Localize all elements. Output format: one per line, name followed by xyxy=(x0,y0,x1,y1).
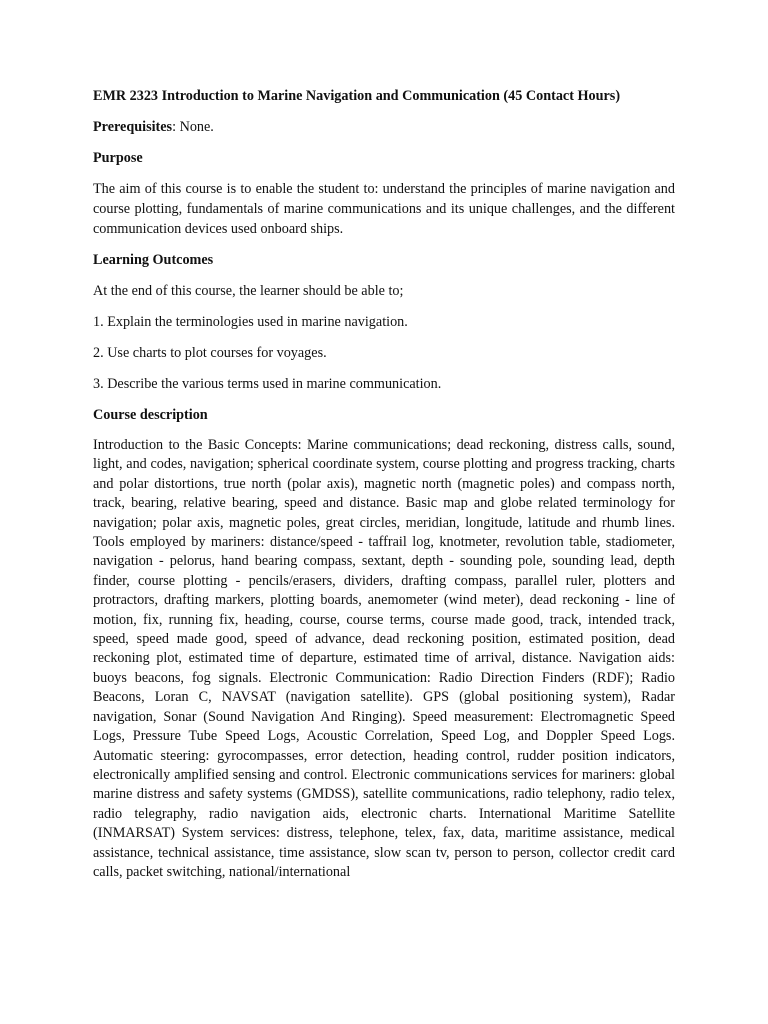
purpose-text: The aim of this course is to enable the student to: understand the principles of marine navigation and course plotting, fundamentals of marine communications and its unique challenges, and the different communication devices used onboard ships. xyxy=(93,181,675,237)
course-title: EMR 2323 Introduction to Marine Navigation and Communication (45 Contact Hours) xyxy=(93,88,621,104)
course-description-text: Introduction to the Basic Concepts: Marine communications; dead reckoning, distress calls, sound, light, and codes, navigation; spherical coordinate system, course plotting and progress tracking, charts and polar distortions, true north (polar axis), magnetic north (magnetic poles) and compass north, track, bearing, relative bearing, speed and distance. Basic map and globe related terminology for navigation; polar axis, magnetic poles, great circles, meridian, longitude, latitude and rhumb lines. Tools employed by mariners: distance/speed - taffrail log, knotmeter, revolution table, stadiometer, navigation - pelorus, hand bearing compass, sextant, depth - sounding pole, sounding lead, depth finder, course plotting - pencils/erasers, dividers, drafting compass, parallel ruler, plotters and protractors, drafting markers, plotting boards, anemometer (wind meter), dead reckoning - line of motion, fix, running fix, heading, course, course terms, course made good, track, intended track, speed, speed made good, speed of advance, dead reckoning position, estimated position, dead reckoning plot, estimated time of departure, estimated time of arrival, distance. Navigation aids: buoys beacons, fog signals. Electronic Communication: Radio Direction Finders (RDF); Radio Beacons, Loran C, NAVSAT (navigation satellite). GPS (global positioning system), Radar navigation, Sonar (Sound Navigation And Ringing). Speed measurement: Electromagnetic Speed Logs, Pressure Tube Speed Logs, Acoustic Correlation, Speed Log, and Doppler Speed Logs. Automatic steering: gyrocompasses, error detection, heading control, rudder position indicators, electronically amplified sensing and control. Electronic communications services for mariners: global marine distress and safety systems (GMDSS), satellite communications, radio telephony, radio telex, radio telegraphy, radio navigation aids, electronic charts. International Maritime Satellite (INMARSAT) System services: distress, telephone, telex, fax, data, maritime assistance, medical assistance, technical assistance, time assistance, slow scan tv, person to person, collector credit card calls, packet switching, national/international xyxy=(93,437,675,880)
prerequisites-label: Prerequisites xyxy=(93,119,173,135)
learning-outcome-item: 2. Use charts to plot courses for voyages. xyxy=(93,345,327,361)
learning-outcomes-heading: Learning Outcomes xyxy=(93,252,214,268)
document-page xyxy=(93,86,675,882)
prerequisites-line xyxy=(93,117,675,137)
purpose-heading: Purpose xyxy=(93,150,143,166)
learning-outcome-item: 1. Explain the terminologies used in marine navigation. xyxy=(93,314,408,330)
learning-outcomes-intro: At the end of this course, the learner should be able to; xyxy=(93,283,404,299)
course-description-heading: Course description xyxy=(93,407,208,423)
prerequisites-value: : None. xyxy=(172,119,214,135)
learning-outcome-item: 3. Describe the various terms used in marine communication. xyxy=(93,376,442,392)
